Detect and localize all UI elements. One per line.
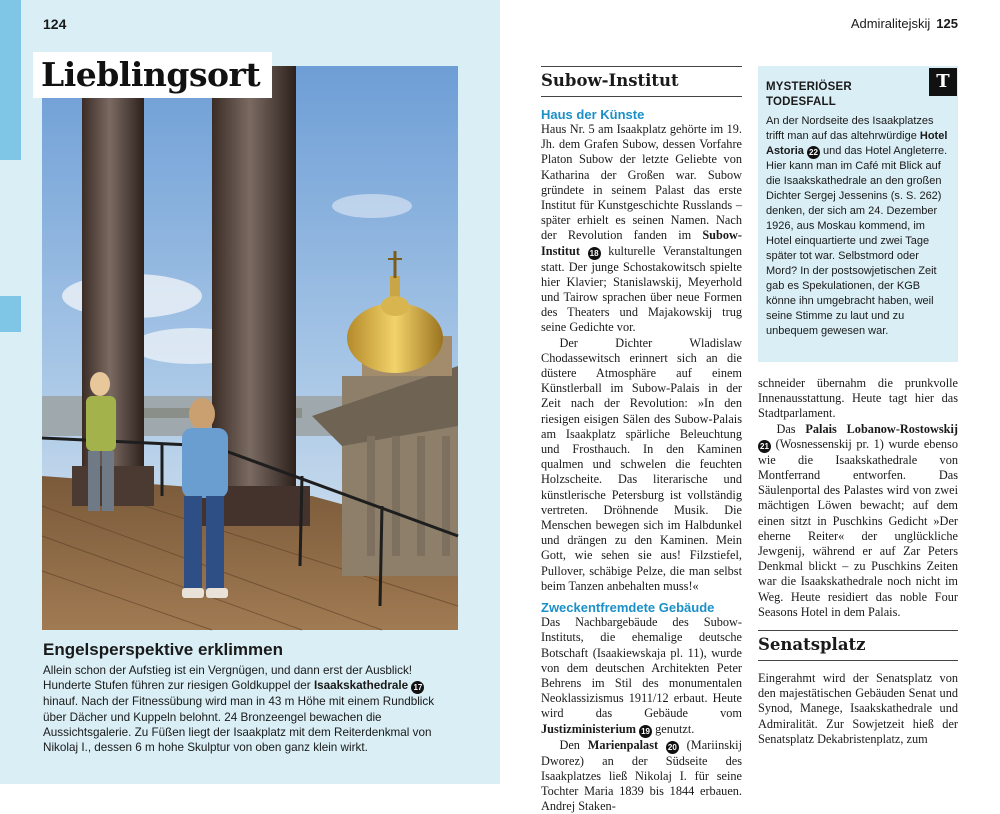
running-head [851,16,958,31]
thumb-tab-marker-left [0,296,21,332]
sidebar-text: An der Nordseite des Isaakplatzes trifft man auf das altehrwürdige [766,115,934,142]
sidebar-body [766,114,950,339]
map-marker-17: 17 [411,681,424,694]
paragraph-text: Den [559,737,588,752]
senatsplatz-section [758,630,958,747]
bold-term-subow-institut: Subow-Institut [541,228,742,258]
map-marker-20: 20 [666,741,679,754]
running-head-title: Admiralitejskij [850,16,931,31]
paragraph-chodassewitsch: Der Dichter Wladislaw Chodassewitsch erinnert sich an die düstere Atmosphäre auf einem Künstlerball im Subow-Palais in der Zeit nach der Revolution: »In den riesigen eisigen Sälen des Subow-Palais am Isaakplatz spärliche Beleuchtung und Frosthauch. In den Kaminen qualmen und schwelen die feuchten Holzscheite. Das literarische und künstlerische Petersburg ist vollständig vertreten. Dröhnende Musik. Die Menschen bewegen sich im Halbdunkel und drängen zu den Kaminen. Mein Gott, wie sehen sie aus! Filzstiefel, Pullover, schäbige Pelze, die man selbst beim Tanzen anbehalten muss!« [541,335,742,593]
subheading-haus-der-kuenste: Haus der Künste [541,107,645,122]
section-heading-subow: Subow-Institut [541,67,742,97]
body-text-subow [541,122,742,594]
body-text-senatsplatz [758,671,958,747]
map-marker-21: 21 [758,440,771,453]
paragraph-text: (Mariinskij Dworez) an der Südseite des Isaakplatzes ließ Nikolaj I. für seine Tochter Maria 1839 bis 1844 erbauen. Andrej Staken- [541,737,742,814]
body-text-gebaeude [541,615,742,814]
page-number-left: 124 [43,16,67,32]
paragraph-stadtparlament: schneider übernahm die prunkvolle Innenausstattung. Heute tagt hier das Stadtparlament. [758,376,958,421]
paragraph-text: Haus Nr. 5 am Isaakplatz gehörte im 19. Jh. dem Grafen Subow, dessen Vorfahre Platon Subow der letzte Geliebte von Katharina der Großen war. Subow gründete in seinem Palast das erste Institut für Kunstgeschichte Russlands – später erhielt es seinen Namen. Nach der Revolution fanden im [541,122,742,243]
subheading-zweckentfremdete: Zweckentfremdete Gebäude [541,600,715,616]
feature-body [43,663,443,755]
paragraph-text: Das [776,421,806,436]
bold-term-marienpalast: Marienpalast [587,737,659,752]
photo-title: Lieblingsort [41,55,261,94]
paragraph-text: kulturelle Veranstaltungen statt. Der junge Schostakowitsch spielte hier Klavier; Stanislawskij, Meyerhold und Tairow sprachen über neue Formen des Theaters und Majakowskij trug seine Gedichte vor. [541,243,742,335]
sidebar-text: und das Hotel Angleterre. Hier kann man im Café mit Blick auf die Isaakskathedrale an den großen Dichter Sergej Jessenins (s. S. 262) denken, der sich am 24. Dezember 1926, aus Moskau kommend, im Hotel einquartierte und zwei Tage später tot war. Selbstmord oder Mord? In der postsowjetischen Zeit gab es Spekulationen, der KGB könne ihn umgebracht haben, weil seine Stimme zu laut und zu unbequem gewesen war. [766,145,948,337]
paragraph-text: genutzt. [652,721,695,736]
paragraph-text: Das Nachbargebäude des Subow-Instituts, die ehemalige deutsche Botschaft (Isaakiewskaja pl. 11), wurde von dem deutschen Architekten Peter Behrens im Stil des monumentalen Neoklassizismus 1911/12 erbaut. Heute wird das Gebäude vom [541,615,742,721]
map-marker-19: 19 [639,725,652,738]
bold-term-palais-lobanow: Palais Lobanow-Rostowskij [805,421,958,436]
bold-term-justizministerium: Justizministerium [541,721,636,736]
cathedral-colonnade-photo [42,66,458,630]
map-marker-18: 18 [588,247,601,260]
tip-badge-icon: T [929,68,957,96]
paragraph-text: (Wosnessenskij pr. 1) wurde ebenso wie die Isaakskathedrale von Montferrand entworfen. Das Säulenportal des Palastes wird von zwei mächtigen Löwen bewacht; auf dem einen sitzt in Puschkins Gedicht »Der eherne Reiter« der unglückliche Jewgenij, während er auf Zar Peters Denkmal blickt – zu Puschkins Zeiten war die Isaakskathedrale noch nicht im Weg. Heute residiert das noble Four Seasons Hotel in dem Palais. [758,436,958,619]
feature-text: Allein schon der Aufstieg ist ein Vergnügen, und dann erst der Ausblick! Hunderte Stufen führen zur riesigen Goldkuppel der [43,664,413,693]
column-left [541,66,742,814]
sidebar-title: MYSTERIÖSER TODESFALL [766,81,852,108]
feature-text-end: hinauf. Nach der Fitnessübung wird man in 43 m Höhe mit einem Rundblick über Dächer und Kuppeln belohnt. 24 Bronzeengel bewachen die Aussichtsgalerie. Zu Füßen liegt der Isaakplatz mit dem Reiterdenkmal von Nikolaj I., dessen 6 m hohe Skulptur von oben ganz klein wirkt. [43,695,435,755]
feature-bold-term: Isaakskathedrale [313,679,409,693]
bold-term-hotel-astoria: Hotel Astoria [766,130,948,157]
paragraph-senatsplatz: Eingerahmt wird der Senatsplatz von den majestätischen Gebäuden Senat und Synod, Manege, Isaakskathedrale und Admiralität. Zur Sowjetzeit hieß der Senatsplatz Dekabristenplatz, zum [758,671,958,746]
column-right-text [758,376,958,620]
page-number-right: 125 [936,16,958,31]
section-heading-senatsplatz: Senatsplatz [758,631,958,661]
feature-heading: Engelsperspektive erklimmen [43,640,284,659]
map-marker-22: 22 [807,146,820,159]
tip-sidebar-box [758,66,958,362]
photo-title-box [33,52,272,98]
chapter-tab-marker [0,0,21,160]
